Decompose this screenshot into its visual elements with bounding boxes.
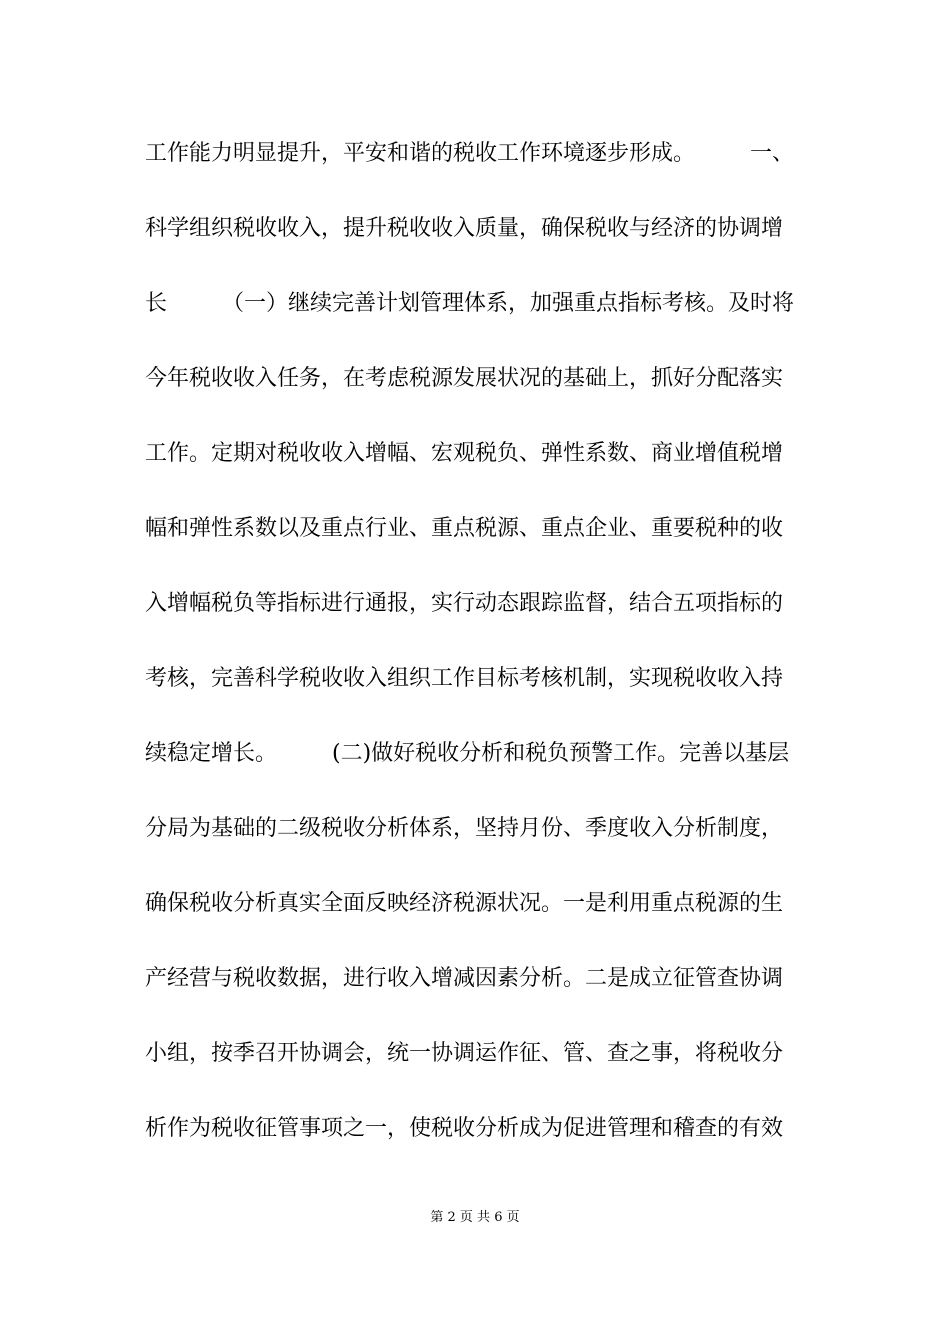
body-text-line: 小组，按季召开协调会，统一协调运作征、管、查之事，将税收分	[145, 1041, 784, 1066]
body-text-line: 工作能力明显提升，平安和谐的税收工作环境逐步形成。 一、	[145, 141, 795, 166]
body-text-line: 续稳定增长。 (二)做好税收分析和税负预警工作。完善以基层	[145, 741, 790, 766]
body-text-line: 析作为税收征管事项之一，使税收分析成为促进管理和稽查的有效	[145, 1116, 784, 1141]
body-text-line: 长 （一）继续完善计划管理体系，加强重点指标考核。及时将	[145, 291, 795, 316]
body-text-line: 考核，完善科学税收收入组织工作目标考核机制，实现税收收入持	[145, 666, 784, 691]
body-text-line: 幅和弹性系数以及重点行业、重点税源、重点企业、重要税种的收	[145, 516, 784, 541]
body-text-line: 工作。定期对税收收入增幅、宏观税负、弹性系数、商业增值税增	[145, 441, 784, 466]
body-text-line: 入增幅税负等指标进行通报，实行动态跟踪监督，结合五项指标的	[145, 591, 784, 616]
body-text-line: 今年税收收入任务，在考虑税源发展状况的基础上，抓好分配落实	[145, 366, 784, 391]
body-text-line: 分局为基础的二级税收分析体系，坚持月份、季度收入分析制度，	[145, 816, 784, 841]
body-text-line: 科学组织税收收入，提升税收收入质量，确保税收与经济的协调增	[145, 216, 784, 241]
body-text-line: 产经营与税收数据，进行收入增减因素分析。二是成立征管查协调	[145, 966, 784, 991]
body-text-line: 确保税收分析真实全面反映经济税源状况。一是利用重点税源的生	[145, 891, 784, 916]
page-number-footer: 第 2 页 共 6 页	[430, 1210, 520, 1225]
